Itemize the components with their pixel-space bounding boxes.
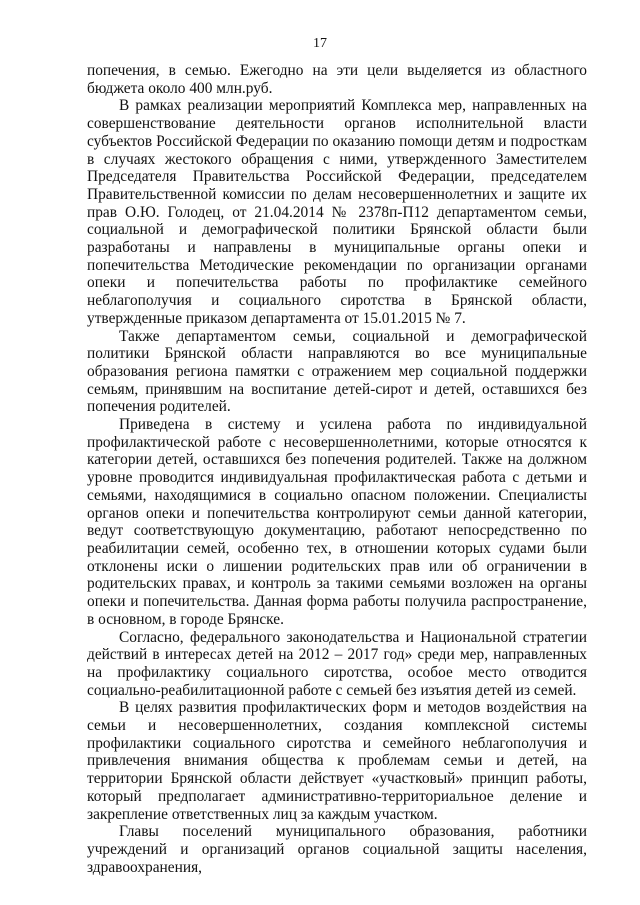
paragraph-4: Приведена в систему и усилена работа по индивидуальной профилактической работе с несовершеннолетними, которые относятся к категории детей, оставшихся без попечения родителей. Также на должном уровне проводится индивидуальная профилактическая работа с детьми и семьями, находящимися в социально опасном положении. Специалисты органов опеки и попечительства контролируют семьи данной категории, ведут соответствующую документацию, работают непосредственно по реабилитации семей, особенно тех, в отношении которых судами были отклонены иски о лишении родительских прав или об ограничении в родительских правах, и контроль за такими семьями возложен на органы опеки и попечительства. Данная форма работы получила распространение, в основном, в городе Брянске. [87,416,587,628]
page-number: 17 [313,36,327,51]
paragraph-6: В целях развития профилактических форм и методов воздействия на семьи и несовершеннолетних, создания комплексной системы профилактики социального сиротства и семейного неблагополучия и привлечения внимания общества к проблемам семьи и детей, на территории Брянской области действует «участковый» принцип работы, который предполагает административно-территориальное деление и закрепление ответственных лиц за каждым участком. [87,699,587,823]
document-body [87,62,587,876]
paragraph-5: Согласно, федерального законодательства и Национальной стратегии действий в интересах детей на 2012 – 2017 год» среди мер, направленных на профилактику социального сиротства, особое место отводится социально-реабилитационной работе с семьей без изъятия детей из семей. [87,628,587,699]
paragraph-1: попечения, в семью. Ежегодно на эти цели выделяется из областного бюджета около 400 млн.руб. [87,62,587,97]
paragraph-2: В рамках реализации мероприятий Комплекса мер, направленных на совершенствование деятельности органов исполнительной власти субъектов Российской Федерации по оказанию помощи детям и подросткам в случаях жестокого обращения с ними, утвержденного Заместителем Председателя Правительства Российской Федерации, председателем Правительственной комиссии по делам несовершеннолетних и защите их прав О.Ю. Голодец, от 21.04.2014 № 2378п-П12 департаментом семьи, социальной и демографической политики Брянской области были разработаны и направлены в муниципальные органы опеки и попечительства Методические рекомендации по организации органами опеки и попечительства работы по профилактике семейного неблагополучия и социального сиротства в Брянской области, утвержденные приказом департамента от 15.01.2015 № 7. [87,97,587,327]
paragraph-3: Также департаментом семьи, социальной и демографической политики Брянской области направляются во все муниципальные образования региона памятки с отражением мер социальной поддержки семьям, принявшим на воспитание детей-сирот и детей, оставшихся без попечения родителей. [87,327,587,416]
paragraph-7: Главы поселений муниципального образования, работники учреждений и организаций органов социальной защиты населения, здравоохранения, [87,823,587,876]
